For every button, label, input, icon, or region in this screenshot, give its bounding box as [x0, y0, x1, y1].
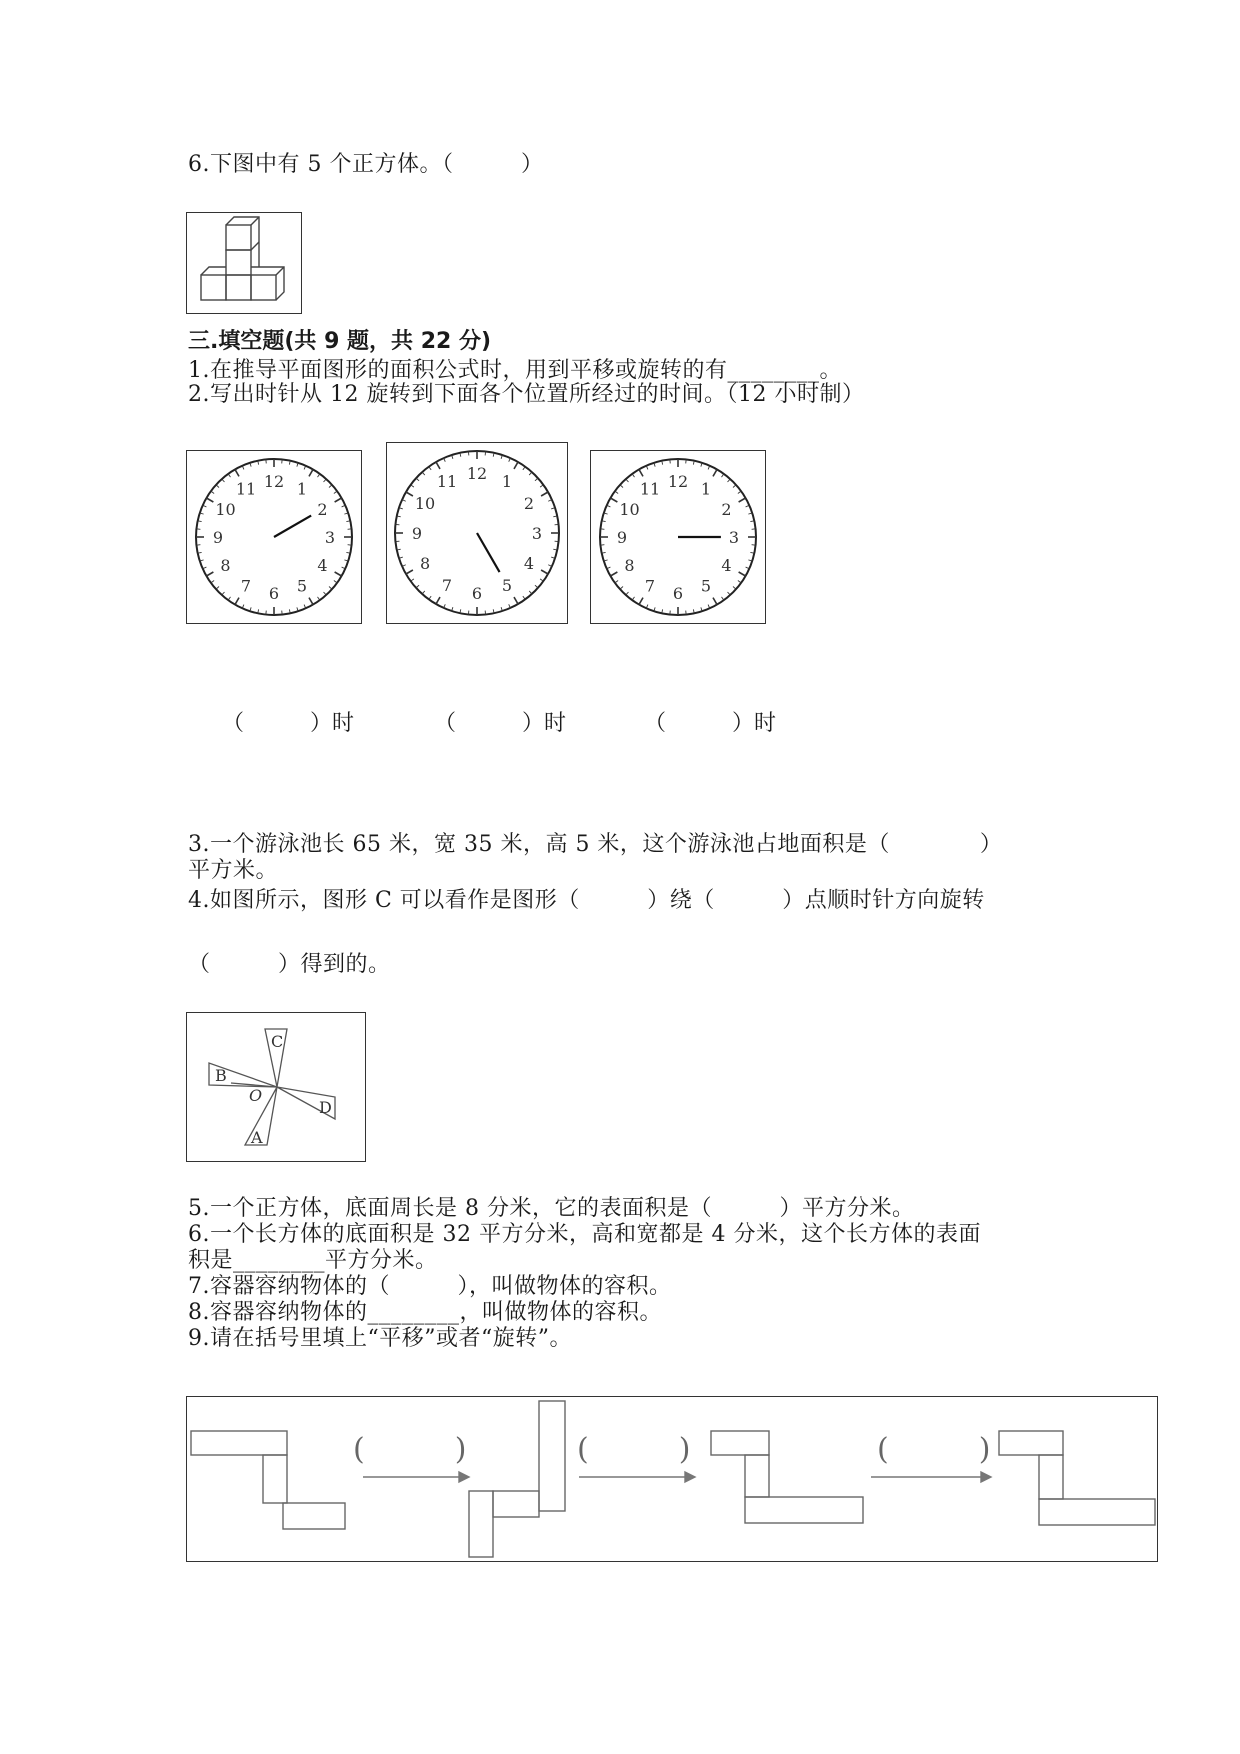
clock-number: 8	[419, 554, 431, 573]
clock-number: 9	[212, 528, 224, 547]
transform-paren-3: ( )	[877, 1432, 991, 1467]
clock-tick	[329, 587, 332, 590]
clock-tick	[324, 592, 327, 595]
fill-question-4-line-2: （ ）得到的。	[188, 952, 391, 977]
fill-question-6-line-1: 6.一个长方体的底面积是 32 平方分米，高和宽都是 4 分米，这个长方体的表面	[188, 1222, 981, 1247]
clock-tick	[436, 462, 440, 469]
clock-tick	[713, 469, 717, 476]
transform-drawing	[187, 1397, 1157, 1561]
clock-hour-hand	[477, 533, 500, 572]
clock-number: 2	[317, 500, 328, 519]
clock-tick	[228, 474, 230, 477]
clock-tick	[728, 479, 731, 482]
clock-tick	[626, 479, 629, 482]
clock-tick	[429, 467, 431, 470]
clock-tick	[406, 492, 413, 496]
clock-tick	[615, 580, 618, 582]
clock-number: 2	[523, 494, 535, 513]
clock-number: 5	[296, 576, 308, 596]
clock-tick	[739, 498, 746, 502]
clock-tick	[721, 597, 723, 600]
clock-face-2	[387, 443, 567, 623]
clock-tick	[610, 572, 617, 576]
section-title: 三.填空题(共 9 题，共 22 分)	[188, 329, 492, 354]
clock-tick	[535, 585, 538, 588]
clock-tick	[211, 491, 214, 493]
clock-tick	[620, 485, 623, 488]
clock-tick	[733, 485, 736, 488]
clock-number: 6	[672, 584, 684, 603]
clock-tick	[335, 572, 342, 576]
clock-number: 8	[624, 556, 635, 575]
clock-tick	[235, 469, 239, 476]
pinwheel-label-d: D	[319, 1098, 332, 1117]
clock-2	[386, 442, 568, 624]
clock-tick	[733, 587, 736, 590]
clock-tick	[540, 485, 543, 487]
clock-number: 6	[268, 584, 280, 603]
clock-tick	[206, 572, 213, 576]
clock-tick	[309, 469, 313, 476]
pinwheel-label-c: C	[271, 1032, 284, 1051]
clock-tick	[632, 597, 634, 600]
clock-answer-1: （ ）时	[222, 711, 355, 736]
clock-number: 1	[296, 479, 308, 499]
clock-face-1	[187, 451, 361, 623]
clock-tick	[324, 479, 327, 482]
clock-tick	[422, 591, 425, 594]
clock-number: 12	[466, 464, 488, 483]
clock-number: 4	[317, 556, 328, 575]
clock-tick	[309, 598, 313, 605]
clock-answer-2: （ ）时	[434, 711, 567, 736]
clock-number: 3	[324, 528, 336, 547]
pinwheel-drawing	[187, 1013, 365, 1161]
clock-1	[186, 450, 362, 624]
clock-number: 10	[619, 500, 640, 519]
clock-number: 8	[220, 556, 231, 575]
clock-number: 12	[667, 472, 689, 491]
clock-3	[590, 450, 766, 624]
clock-tick	[541, 570, 548, 574]
clock-tick	[541, 492, 548, 496]
fill-question-9: 9.请在括号里填上“平移”或者“旋转”。	[188, 1326, 572, 1351]
clock-tick	[436, 597, 440, 604]
clock-number: 5	[700, 576, 712, 596]
clock-number: 10	[215, 500, 236, 519]
clock-tick	[228, 597, 230, 600]
clock-tick	[514, 597, 518, 604]
fill-question-1: 1.在推导平面图形的面积公式时，用到平移或旋转的有________。	[188, 358, 842, 383]
clock-number: 12	[263, 472, 285, 491]
clock-tick	[406, 570, 413, 574]
clock-number: 7	[644, 576, 656, 596]
clock-answer-3: （ ）时	[644, 711, 777, 736]
clock-tick	[713, 598, 717, 605]
clock-tick	[739, 572, 746, 576]
clock-tick	[235, 598, 239, 605]
clock-tick	[639, 598, 643, 605]
clock-number: 5	[501, 575, 513, 595]
judge-question-6: 6.下图中有 5 个正方体。（ ）	[188, 152, 544, 177]
clock-tick	[721, 474, 723, 477]
clock-number: 3	[531, 524, 543, 543]
pinwheel-label-b: B	[215, 1066, 227, 1085]
clock-tick	[206, 498, 213, 502]
transform-paren-1: ( )	[353, 1432, 467, 1467]
clock-number: 11	[436, 472, 458, 492]
clock-tick	[329, 485, 332, 488]
clock-tick	[216, 587, 219, 590]
clock-tick	[411, 579, 414, 581]
fill-question-5: 5.一个正方体，底面周长是 8 分米，它的表面积是（ ）平方分米。	[188, 1196, 915, 1221]
clock-tick	[728, 592, 731, 595]
clock-number: 1	[700, 479, 712, 499]
fill-question-8: 8.容器容纳物体的________，叫做物体的容积。	[188, 1300, 662, 1325]
clock-tick	[535, 478, 538, 481]
clock-tick	[416, 478, 419, 481]
clock-tick	[540, 579, 543, 581]
clock-number: 7	[441, 575, 453, 595]
clock-hour-hand	[274, 516, 311, 537]
clock-tick	[334, 491, 337, 493]
clock-tick	[523, 596, 525, 599]
clock-tick	[422, 472, 425, 475]
clock-tick	[639, 469, 643, 476]
clock-tick	[334, 580, 337, 582]
clock-number: 9	[616, 528, 628, 547]
clock-tick	[615, 491, 618, 493]
clock-tick	[738, 491, 741, 493]
clock-number: 2	[721, 500, 732, 519]
clock-number: 9	[411, 524, 423, 543]
clock-number: 7	[240, 576, 252, 596]
clock-tick	[738, 580, 741, 582]
clock-tick	[429, 596, 431, 599]
clock-tick	[216, 485, 219, 488]
clock-tick	[620, 587, 623, 590]
clock-number: 4	[721, 556, 732, 575]
fill-question-6-line-2: 积是________平方分米。	[188, 1248, 438, 1273]
fill-question-3-line-2: 平方米。	[188, 858, 279, 883]
transform-paren-2: ( )	[577, 1432, 691, 1467]
clock-number: 4	[523, 554, 535, 573]
clock-tick	[211, 580, 214, 582]
clock-tick	[335, 498, 342, 502]
clock-number: 11	[235, 479, 257, 499]
clock-tick	[523, 467, 525, 470]
clock-tick	[514, 462, 518, 469]
clock-tick	[411, 485, 414, 487]
pinwheel-label-a: A	[251, 1128, 263, 1147]
clock-number: 6	[471, 584, 483, 603]
clock-tick	[610, 498, 617, 502]
clock-tick	[222, 592, 225, 595]
fill-question-3-line-1: 3.一个游泳池长 65 米，宽 35 米，高 5 米，这个游泳池占地面积是（ ）	[188, 832, 1003, 857]
transform-figure	[186, 1396, 1158, 1562]
pinwheel-label-o: O	[249, 1086, 263, 1105]
clock-tick	[317, 474, 319, 477]
clock-tick	[632, 474, 634, 477]
clock-number: 11	[639, 479, 661, 499]
fill-question-7: 7.容器容纳物体的（ ），叫做物体的容积。	[188, 1274, 672, 1299]
clock-tick	[529, 591, 532, 594]
clock-tick	[317, 597, 319, 600]
clock-number: 3	[728, 528, 740, 547]
clock-tick	[626, 592, 629, 595]
fill-question-2: 2.写出时针从 12 旋转到下面各个位置所经过的时间。（12 小时制）	[188, 382, 865, 407]
clock-tick	[222, 479, 225, 482]
pinwheel-figure	[186, 1012, 366, 1162]
clock-number: 1	[501, 472, 513, 492]
fill-question-4-line-1: 4.如图所示，图形 C 可以看作是图形（ ）绕（ ）点顺时针方向旋转	[188, 888, 985, 913]
clock-tick	[416, 585, 419, 588]
clock-face-3	[591, 451, 765, 623]
clock-number: 10	[414, 494, 436, 513]
cube-figure	[186, 212, 302, 314]
cube-stack-drawing	[187, 213, 301, 313]
clock-tick	[529, 472, 532, 475]
